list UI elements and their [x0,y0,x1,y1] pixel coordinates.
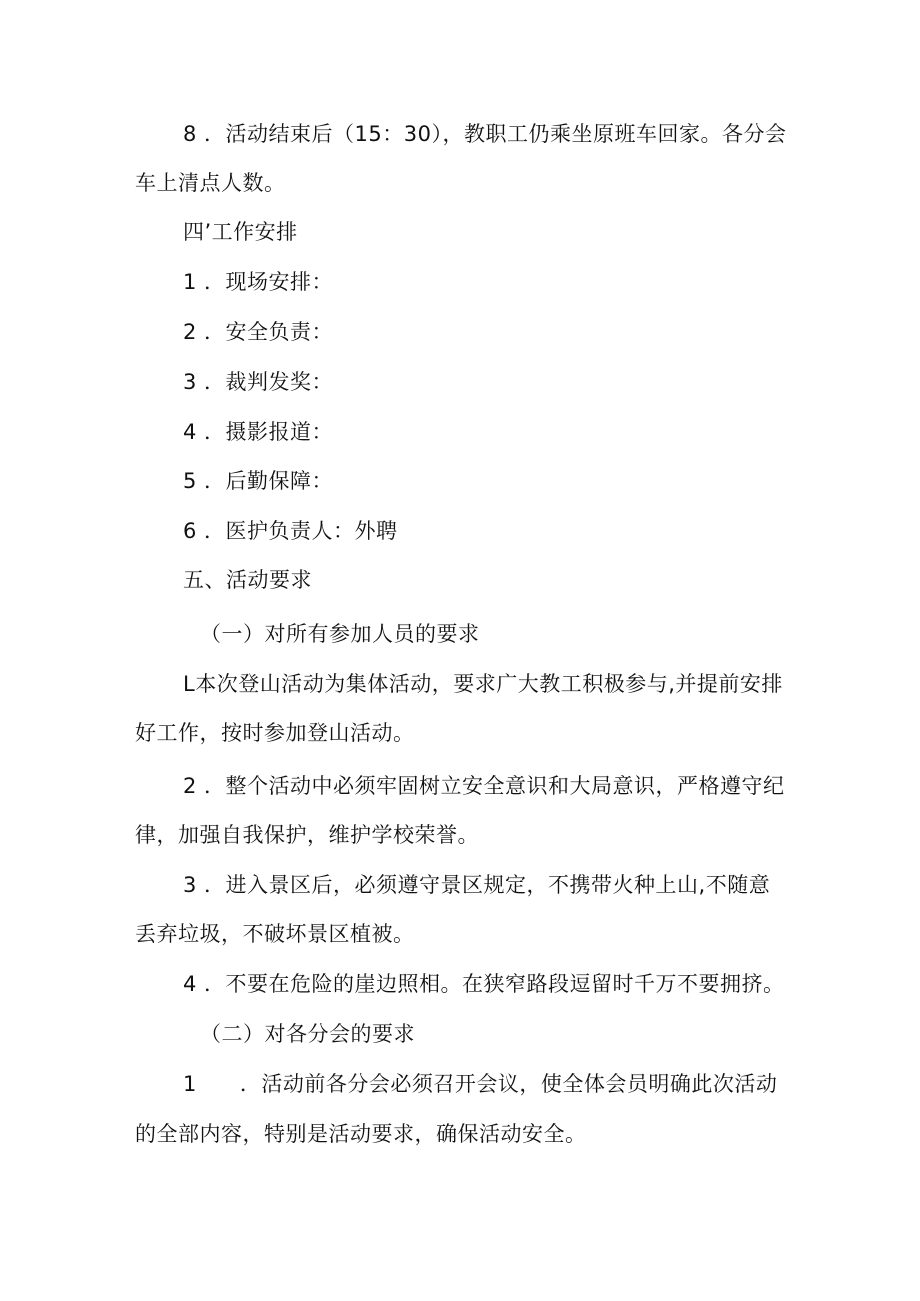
branch-item-1-line-1: 1 ．活动前各分会必须召开会议，使全体会员明确此次活动 [183,1072,778,1096]
requirement-item-2-line-1: 2 ．整个活动中必须牢固树立安全意识和大局意识，严格遵守纪 [183,774,785,798]
arrangement-item-1: 1 ．现场安排： [183,270,334,294]
paragraph-item-8-line-1: 8 ．活动结束后（15：30），教职工仍乘坐原班车回家。各分会 [183,122,787,146]
branch-item-1-line-2: 的全部内容，特别是活动要求，确保活动安全。 [135,1122,587,1146]
requirement-item-3-line-1: 3 ．进入景区后，必须遵守景区规定，不携带火种上山,不随意 [183,873,771,897]
requirement-item-4: 4 ．不要在危险的崖边照相。在狭窄路段逗留时千万不要拥挤。 [183,972,785,996]
arrangement-item-4: 4 ．摄影报道： [183,420,334,444]
requirement-item-2-line-2: 律，加强自我保护，维护学校荣誉。 [135,823,479,847]
section-heading-work-arrangement: 四’工作安排 [183,220,298,244]
requirement-item-1-line-1: L本次登山活动为集体活动，要求广大教工积极参与,并提前安排 [183,672,783,696]
requirement-item-3-line-2: 丢弃垃圾，不破坏景区植被。 [135,922,415,946]
arrangement-item-3: 3 ．裁判发奖： [183,370,334,394]
arrangement-item-5: 5 ．后勤保障： [183,469,334,493]
requirement-item-1-line-2: 好工作，按时参加登山活动。 [135,721,415,745]
arrangement-item-6: 6 ．医护负责人：外聘 [183,519,398,543]
section-heading-activity-requirements: 五、活动要求 [183,568,312,592]
subsection-heading-branch-requirements: （二）对各分会的要求 [200,1022,415,1046]
subsection-heading-all-participants: （一）对所有参加人员的要求 [200,622,480,646]
paragraph-item-8-line-2: 车上清点人数。 [135,171,286,195]
arrangement-item-2: 2 ．安全负责： [183,320,334,344]
